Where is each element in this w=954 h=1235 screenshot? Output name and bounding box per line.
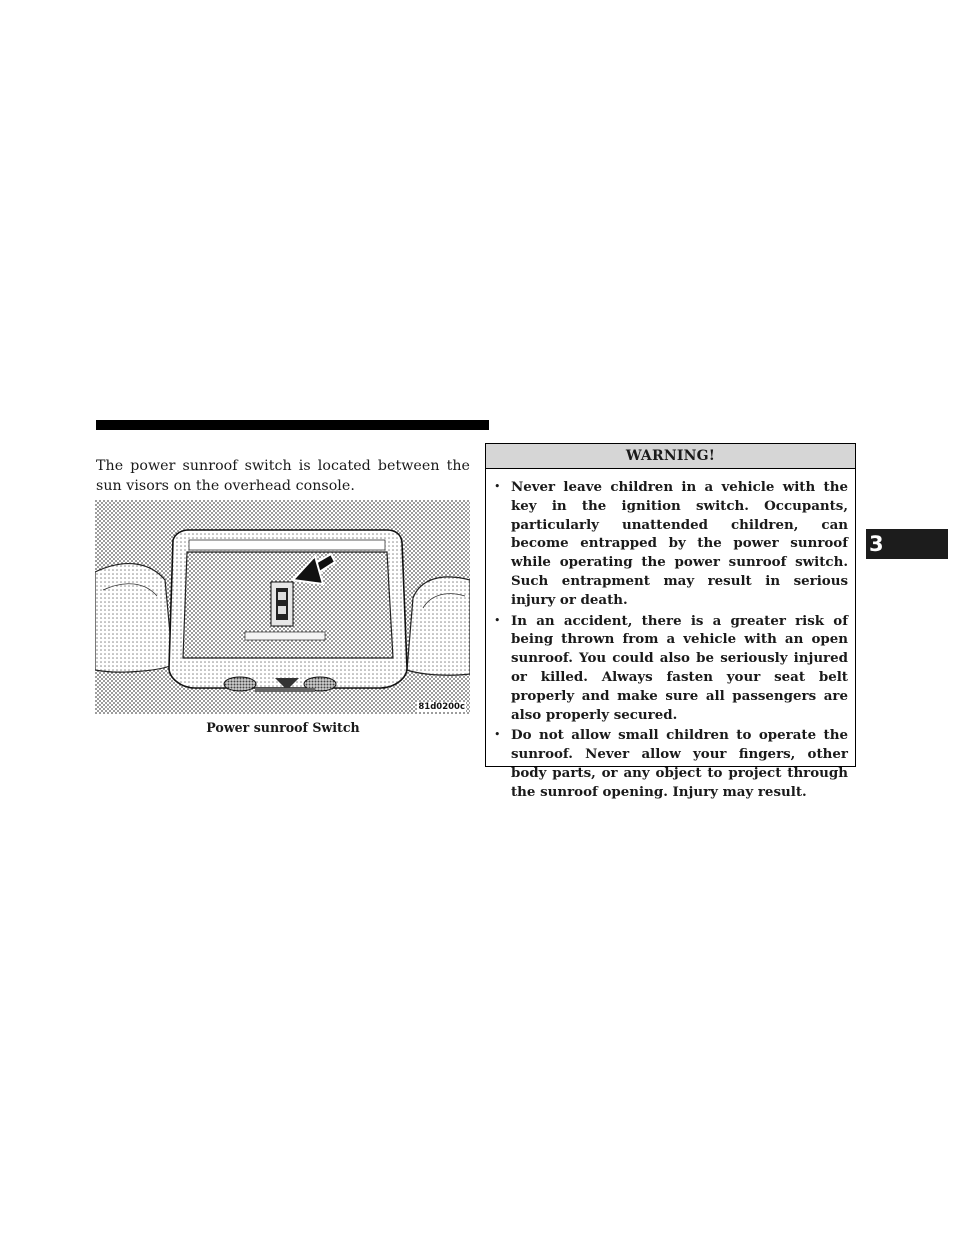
bullet-icon: • (494, 480, 501, 493)
figure-code: 81d0200c (418, 702, 465, 712)
intro-paragraph: The power sunroof switch is located between the sun visors on the overhead console. (96, 458, 470, 494)
warning-item: • In an accident, there is a greater risk of being thrown from a vehicle with an open sunroof. You could also be seriously injured or killed. Always fasten your seat belt properly and make sure all passengers are also properly secured. (494, 612, 848, 723)
warning-list (486, 469, 855, 802)
section-rule (96, 420, 489, 430)
figure-caption: Power sunroof Switch (206, 720, 360, 735)
warning-box (485, 443, 856, 800)
bullet-icon: • (494, 728, 501, 742)
bullet-icon: • (494, 613, 501, 627)
overhead-console-illustration (95, 500, 470, 714)
warning-item: • Do not allow small children to operate the sunroof. Never allow your fingers, other body parts, or any object to project through the sunroof opening. Injury may result. (494, 727, 848, 800)
warning-title: WARNING! (486, 444, 855, 469)
warning-item: • Never leave children in a vehicle with the key in the ignition switch. Occupants, particularly unattended children, can become entrapped by the power sunroof while operating the power sunroof switch. Such entrapment may result in serious injury or death. (494, 479, 848, 608)
section-tab: 3 (866, 529, 948, 559)
